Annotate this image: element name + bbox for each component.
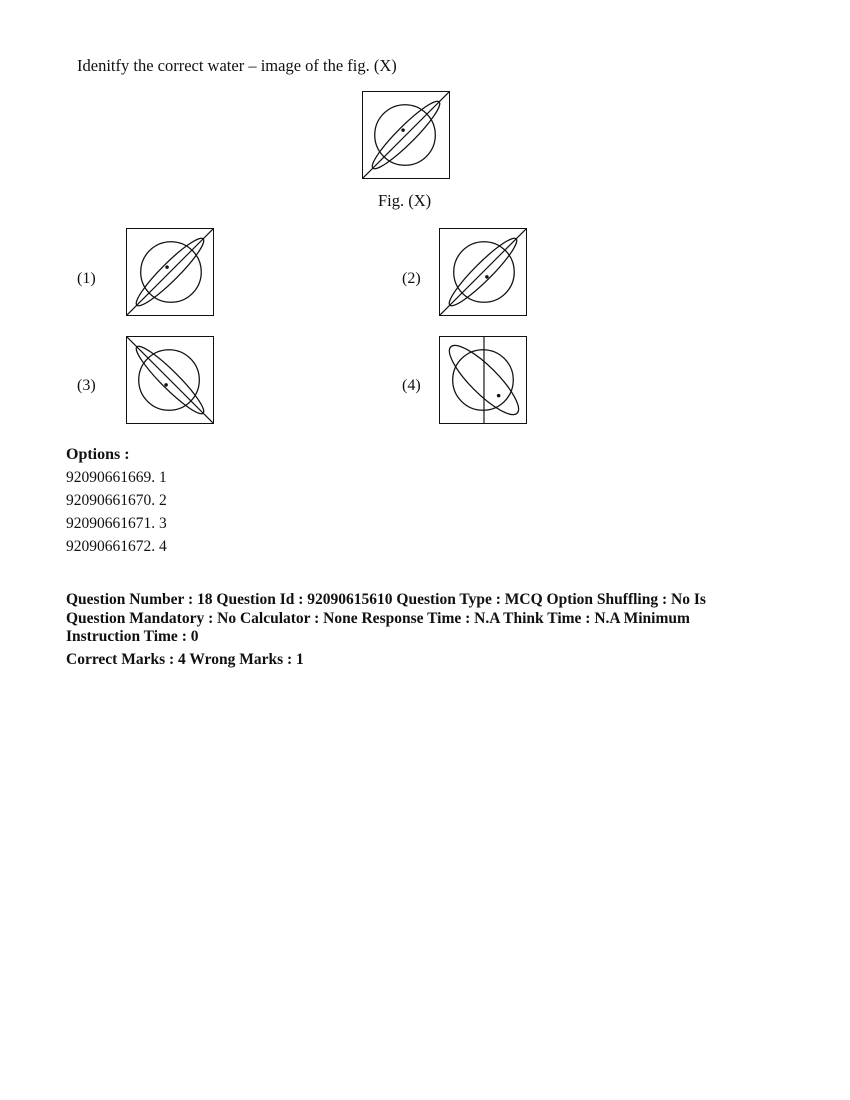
choice-label-4: (4) <box>402 377 421 394</box>
option-item-2[interactable]: 92090661670. 2 <box>66 492 167 509</box>
choice-figure-2[interactable] <box>439 228 527 316</box>
choice-figure-1[interactable] <box>126 228 214 316</box>
figure-x-dot <box>401 128 405 132</box>
choice-label-2: (2) <box>402 270 421 287</box>
question-meta <box>66 591 786 647</box>
choice-figure-4[interactable] <box>439 336 527 424</box>
option-item-3[interactable]: 92090661671. 3 <box>66 515 167 532</box>
choice-figure-3[interactable] <box>126 336 214 424</box>
figure-x <box>362 91 450 179</box>
figure-caption: Fig. (X) <box>378 191 432 210</box>
meta-line-1: Question Number : 18 Question Id : 92090615610 Question Type : MCQ Option Shuffling : No Is <box>66 591 706 608</box>
options-heading: Options : <box>66 446 130 463</box>
question-text: Idenitfy the correct water – image of the fig. (X) <box>77 56 397 75</box>
choice-label-3: (3) <box>77 377 96 394</box>
figure-x-drawing <box>363 92 449 178</box>
option-item-4[interactable]: 92090661672. 4 <box>66 538 167 555</box>
marks-line: Correct Marks : 4 Wrong Marks : 1 <box>66 651 304 668</box>
option-item-1[interactable]: 92090661669. 1 <box>66 469 167 486</box>
meta-line-3: Instruction Time : 0 <box>66 628 199 645</box>
figure-x-circle <box>375 105 436 166</box>
choice-label-1: (1) <box>77 270 96 287</box>
meta-line-2: Question Mandatory : No Calculator : None Response Time : N.A Think Time : N.A Minimum <box>66 609 690 627</box>
